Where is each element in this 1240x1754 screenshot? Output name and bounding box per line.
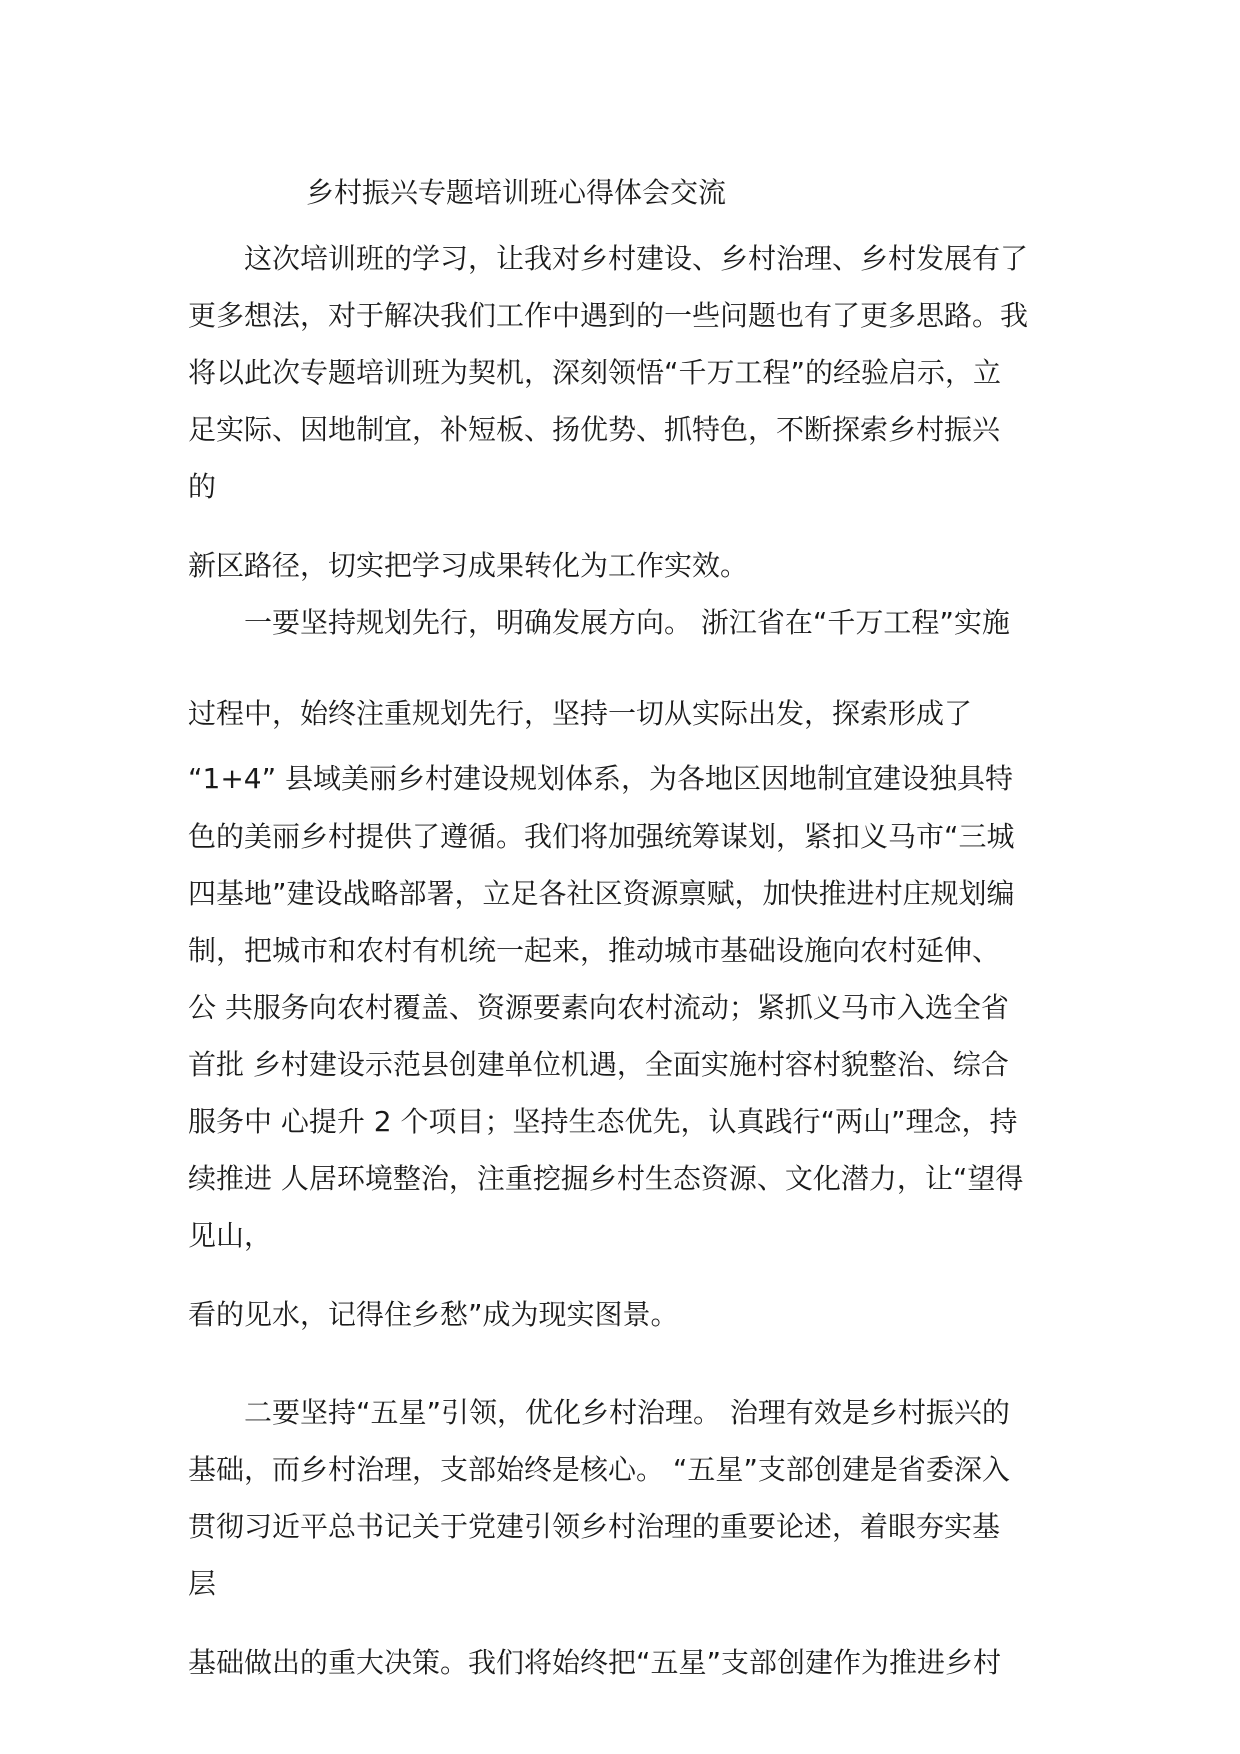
body-line: 见山， bbox=[188, 1219, 273, 1252]
body-line: 首批 乡村建设示范县创建单位机遇，全面实施村容村貌整治、综合 bbox=[188, 1048, 1009, 1081]
body-line: 一要坚持规划先行，明确发展方向。 浙江省在“千万工程”实施 bbox=[244, 606, 1010, 639]
body-line: 基础做出的重大决策。我们将始终把“五星”支部创建作为推进乡村 bbox=[188, 1646, 1002, 1679]
body-line: 这次培训班的学习，让我对乡村建设、乡村治理、乡村发展有了 bbox=[244, 242, 1029, 275]
body-line: 看的见水，记得住乡愁”成为现实图景。 bbox=[188, 1298, 679, 1331]
body-line: “1+4” 县域美丽乡村建设规划体系，为各地区因地制宜建设独具特 bbox=[188, 762, 1014, 795]
body-line: 新区路径，切实把学习成果转化为工作实效。 bbox=[188, 549, 749, 582]
body-line: 层 bbox=[188, 1567, 217, 1600]
body-line: 公 共服务向农村覆盖、资源要素向农村流动；紧抓义马市入选全省 bbox=[188, 991, 1009, 1024]
body-line: 色的美丽乡村提供了遵循。我们将加强统筹谋划，紧扣义马市“三城 bbox=[188, 820, 1015, 853]
body-line: 二要坚持“五星”引领，优化乡村治理。 治理有效是乡村振兴的 bbox=[244, 1396, 1010, 1429]
body-line: 基础，而乡村治理，支部始终是核心。 “五星”支部创建是省委深入 bbox=[188, 1453, 1010, 1486]
body-line: 制，把城市和农村有机统一起来，推动城市基础设施向农村延伸、 bbox=[188, 934, 1001, 967]
body-line: 将以此次专题培训班为契机，深刻领悟“千万工程”的经验启示，立 bbox=[188, 356, 1002, 389]
body-line: 足实际、因地制宜，补短板、扬优势、抓特色，不断探索乡村振兴 bbox=[188, 413, 1001, 446]
body-line: 服务中 心提升 2 个项目；坚持生态优先，认真践行“两山”理念，持 bbox=[188, 1105, 1018, 1138]
body-line: 的 bbox=[188, 470, 217, 503]
body-line: 更多想法，对于解决我们工作中遇到的一些问题也有了更多思路。我 bbox=[188, 299, 1029, 332]
body-line: 贯彻习近平总书记关于党建引领乡村治理的重要论述，着眼夯实基 bbox=[188, 1510, 1001, 1543]
body-line: 四基地”建设战略部署，立足各社区资源禀赋，加快推进村庄规划编 bbox=[188, 877, 1015, 910]
body-line: 续推进 人居环境整治，注重挖掘乡村生态资源、文化潜力，让“望得 bbox=[188, 1162, 1024, 1195]
body-line: 过程中，始终注重规划先行，坚持一切从实际出发，探索形成了 bbox=[188, 697, 973, 730]
document-title: 乡村振兴专题培训班心得体会交流 bbox=[306, 176, 727, 209]
